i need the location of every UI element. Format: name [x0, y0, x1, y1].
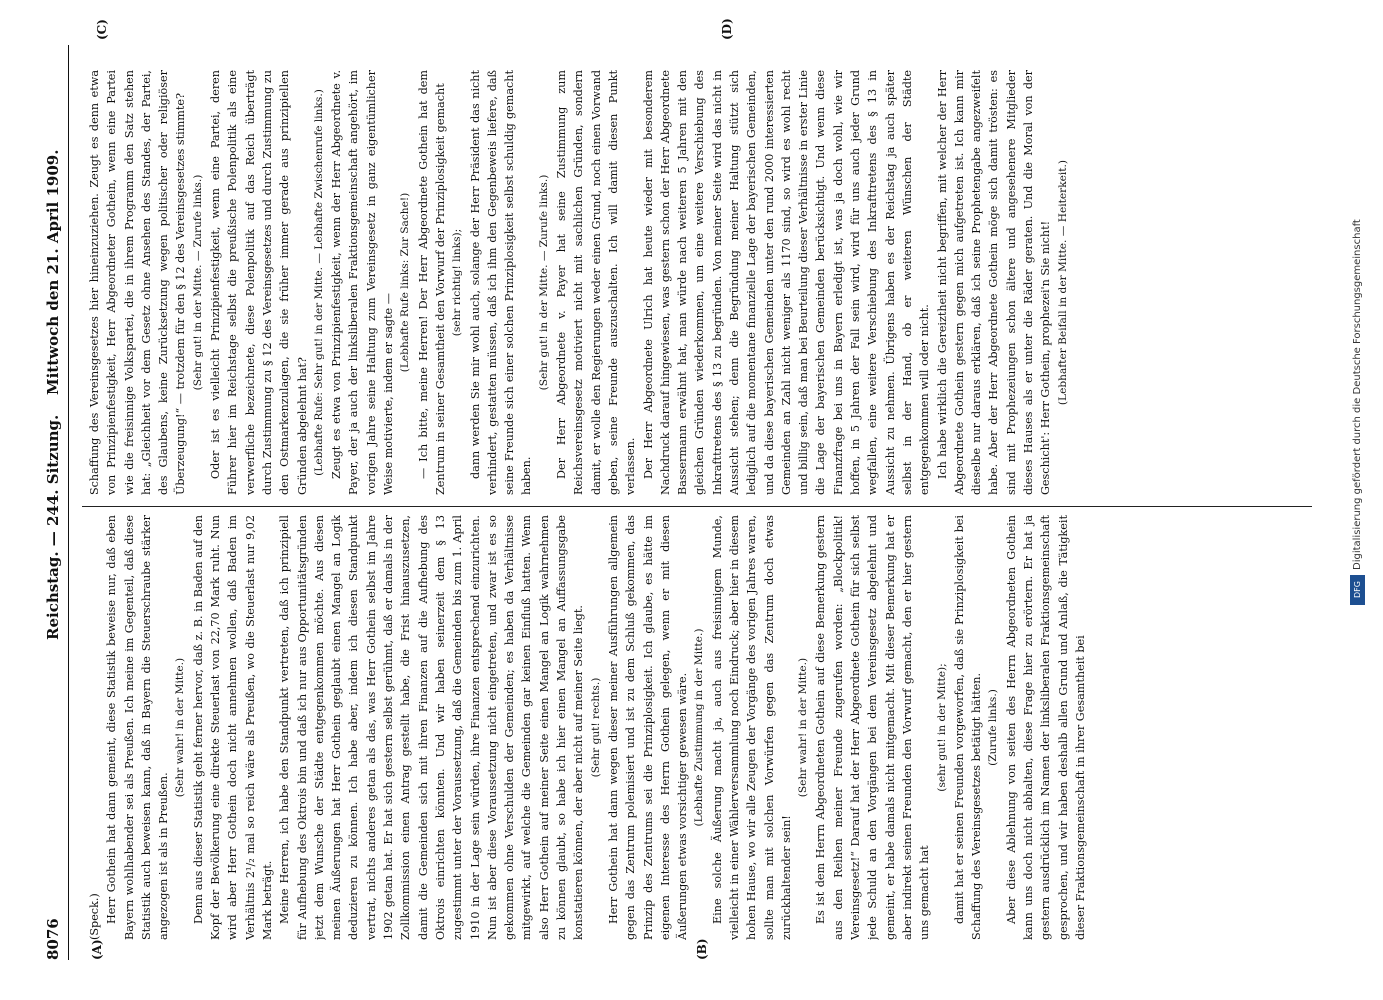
paragraph: Zeugt es etwa von Prinzipienfestigkeit, wenn der Herr Abgeordnete v. Payer, der ja auch der linksliberalen Fraktionsgemeinschaft angehört, im vorigen Jahre seine Haltung zum Vereinsgesetz in ganz eigentümlicher Weise motivierte, indem er sagte —	[330, 70, 396, 495]
interjection: (Lebhafter Beifall in der Mitte. — Heiterkeit.)	[1056, 159, 1069, 406]
margin-marker-b: (B)	[695, 938, 709, 960]
interjection: (Sehr gut! in der Mitte. — Zurufe links.)	[537, 174, 550, 391]
margin-marker-c: (C)	[95, 19, 109, 40]
paragraph: Der Herr Abgeordnete Ulrich hat heute wieder mit besonderem Nachdruck darauf hingewiesen, was gestern schon der Herr Abgeordnete Bassermann erwähnt hat, man würde nach weiteren 5 Jahren mit den gleichen Gründen wiederkommen, um eine weitere Verschiebung des Inkrafttretens des § 13 zu begründen. Von meiner Seite wird das nicht in Aussicht stehen; denn die Begründung meiner Haltung stützt sich lediglich auf die momentane finanzielle Lage der bayerischen Gemeinden, und da diese bayerischen Gemeinden unter den rund 2000 interessierten Gemeinden an Zahl nicht weniger als 1170 sind, so wird es wohl recht und billig sein, daß man bei Beurteilung dieser Verhältnisse in erster Linie die Lage der bayerischen Gemeinden berücksichtigt. Und wenn diese Finanzfrage bei uns in Bayern erledigt ist, was ja doch wohl, wie wir hoffen, in 5 Jahren der Fall sein wird, wird für uns auch jeder Grund wegfallen, eine weitere Verschiebung des Inkrafttretens des § 13 in Aussicht zu nehmen. Übrigens haben es der Reichstag ja auch später selbst in der Hand, ob er weiteren Wünschen der Städte entgegenkommen will oder nicht.	[641, 70, 932, 495]
paragraph: (Speck.)	[88, 893, 101, 940]
page-header	[40, 45, 69, 960]
interjection: (Sehr gut! in der Mitte. — Zurufe links.)	[191, 174, 204, 391]
paragraph: Herr Gothein hat dann gemeint, diese Statistik beweise nur, daß eben Bayern wohlhabender sei als Preußen. Ich meine im Gegenteil, daß diese Statistik auch beweisen kann, daß in Bayern die Steuerschraube stärker angezogen ist als in Preußen.	[105, 515, 171, 940]
margin-marker-a: (A)	[90, 939, 104, 960]
paragraph: Oder ist es vielleicht Prinzipienfestigkeit, wenn eine Partei, deren Führer hier im Reichstage selbst die preußische Polenpolitik als eine verwerfliche bezeichnete, diese Polenpolitik auf das Reich überträgt durch Zustimmung zu § 12 des Vereinsgesetzes und durch Zustimmung zu den Ostmarkenzulagen, die sie früher immer gerade aus prinzipiellen Gründen abgelehnt hat?	[209, 70, 309, 495]
interjection: (sehr gut! in der Mitte);	[935, 663, 948, 792]
paragraph: Eine solche Äußerung macht ja, auch aus freisinnigem Munde, vielleicht in einer Wählerversammlung noch Eindruck; aber hier in diesem hohen Hause, wo wir alle Zeugen der Vorgänge des vorigen Jahres waren, sollte man mit solchen Vorwürfen gegen das Zentrum doch etwas zurückhaltender sein!	[710, 515, 793, 940]
paragraph: — Ich bitte, meine Herren! Der Herr Abgeordnete Gothein hat dem Zentrum in seiner Gesamtheit den Vorwurf der Prinziplosigkeit gemacht	[416, 70, 447, 495]
left-text-column	[86, 515, 1306, 940]
paragraph: Es ist dem Herrn Abgeordneten Gothein auf diese Bemerkung gestern aus den Reihen meiner Freunde zugerufen worden: „Blockpolitik! Vereinsgesetz!“ Darauf hat der Herr Abgeordnete Gothein für sich selbst jede Schuld an den Vorgängen bei dem Vereinsgesetz abgelehnt und gemeint, er habe damals nicht mitgemacht. Mit dieser Bemerkung hat er aber indirekt seinen Freunden den Vorwurf gemacht, den er hier gestern uns gemacht hat	[814, 515, 932, 940]
paragraph: Meine Herren, ich habe den Standpunkt vertreten, daß ich prinzipiell für Aufhebung des Oktrois bin und daß ich nur aus Opportunitätsgründen jetzt dem Wunsche der Städte entgegenkommen möchte. Aus diesen meinen Äußerungen hat Herr Gothein geglaubt einen Mangel an Logik deduzieren zu können. Ich habe aber, indem ich diesen Standpunkt vertrat, nichts anderes getan als das, was Herr Gothein selbst im Jahre 1902 getan hat. Er hat sich gestern selbst gerühmt, daß er damals in der Zollkommission einen Antrag gestellt habe, die Frist hinauszusetzen, damit die Gemeinden sich mit ihren Finanzen auf die Aufhebung des Oktrois einrichten könnten. Und wir haben seinerzeit dem § 13 zugestimmt unter der Voraussetzung, daß die Gemeinden bis zum 1. April 1910 in der Lage sein würden, ihre Finanzen entsprechend einzurichten. Nun ist aber diese Voraussetzung nicht eingetreten, und zwar ist es so gekommen ohne Verschulden der Gemeinden; es haben da Verhältnisse mitgewirkt, auf welche die Gemeinden gar keinen Einfluß hatten. Wenn also Herr Gothein auf meiner Seite einen Mangel an Logik wahrnehmen zu können glaubt, so habe ich hier einen Mangel an Auffassungsgabe konstatieren können, der aber nicht auf meiner Seite liegt.	[278, 515, 586, 940]
interjection: (Sehr wahr! in der Mitte.)	[797, 657, 810, 798]
paragraph: Der Herr Abgeordnete v. Payer hat seine Zustimmung zum Reichsvereinsgesetz motiviert nicht mit sachlichen Gründen, sondern damit, er wolle den Regierungen weder einen Grund, noch einen Vorwand geben, seine Freunde auszuschalten. Ich will damit diesen Punkt verlassen.	[555, 70, 638, 495]
paragraph: dann werden Sie mir wohl auch, solange der Herr Präsident das nicht verhindert, gestatten müssen, daß ich ihm den Gegenbeweis liefere, daß seine Freunde sich einer solchen Prinziplosigkeit selbst schuldig gemacht haben.	[468, 70, 534, 495]
paragraph: damit hat er seinen Freunden vorgeworfen, daß sie Prinziplosigkeit bei Schaffung des Vereinsgesetzes betätigt hätten.	[952, 515, 984, 940]
session-date: Mittwoch den 21. April 1909.	[44, 149, 62, 395]
column-divider	[82, 506, 1312, 507]
interjection: (Sehr gut! rechts.)	[589, 677, 602, 778]
digitization-credit: Digitalisierung gefördert durch die Deutsche Forschungsgemeinschaft	[1352, 219, 1363, 570]
paragraph: Aber diese Ablehnung von seiten des Herrn Abgeordneten Gothein kann uns doch nicht abhalten, diese Frage hier zu erörtern. Er hat ja gestern ausdrücklich im Namen der linksliberalen Fraktionsgemeinschaft gesprochen, und wir haben deshalb allen Grund und Anlaß, die Tätigkeit dieser Fraktionsgemeinschaft in ihrer Gesamtheit bei	[1004, 515, 1087, 940]
paragraph: Ich habe wirklich die Gereiztheit nicht begriffen, mit welcher der Herr Abgeordnete Gothein gestern gegen mich aufgetreten ist. Ich kann mir dieselbe nur daraus erklären, daß ich seine Prophetengabe angezweifelt habe. Aber der Herr Abgeordnete Gothein möge sich damit trösten: es sind mit Prophezeiungen schon ältere und angesehenere Mitglieder dieses Hauses als er unter die Räder geraten. Und die Moral von der Geschicht': Herr Gothein, prophezei'n Sie nicht!	[935, 70, 1053, 495]
paragraph: Schaffung des Vereinsgesetzes hier hineinzuziehen. Zeugt es denn etwa von Prinzipienfestigkeit, Herr Abgeordneter Gothein, wenn eine Partei wie die freisinnige Volkspartei, die in ihrem Programm den Satz stehen hat: „Gleichheit vor dem Gesetz ohne Ansehen des Standes, der Partei, des Glaubens, keine Zurücksetzung wegen politischer oder religiöser Überzeugung!“ — trotzdem für den § 12 des Vereinsgesetzes stimmte?	[88, 70, 188, 495]
interjection: (Lebhafte Zustimmung in der Mitte.)	[693, 628, 706, 827]
interjection: (Sehr wahr! in der Mitte.)	[174, 657, 187, 798]
dfg-logo: DFG	[1350, 575, 1365, 605]
right-text-column	[86, 70, 1306, 495]
interjection: (sehr richtig! links);	[451, 228, 464, 337]
paragraph: Denn aus dieser Statistik geht ferner hervor, daß z. B. in Baden auf den Kopf der Bevölkerung eine direkte Steuerlast von 22,70 Mark ruht. Nun wird aber Herr Gothein doch nicht annehmen wollen, daß Baden im Verhältnis 2¹/₂ mal so reich wäre als Preußen, wo die Steuerlast nur 9,02 Mark beträgt.	[191, 515, 274, 940]
interjection: (Zurufe links.)	[987, 689, 1000, 766]
page-number: 8076	[44, 918, 62, 960]
paragraph: Herr Gothein hat dann wegen dieser meiner Ausführungen allgemein gegen das Zentrum polemisiert und ist zu dem Schluß gekommen, das Prinzip des Zentrums sei die Prinziplosigkeit. Ich glaube, es hätte im eigenen Interesse des Herrn Gothein gelegen, wenn er mit diesen Äußerungen etwas vorsichtiger gewesen wäre.	[606, 515, 690, 940]
interjection: (Lebhafte Rufe links: Zur Sache!)	[399, 192, 412, 373]
interjection: (Lebhafte Rufe: Sehr gut! in der Mitte. — Lebhafte Zwischenrufe links.)	[312, 89, 325, 476]
margin-marker-d: (D)	[720, 18, 734, 40]
session-title: Reichstag. — 244. Sitzung.	[44, 414, 62, 640]
